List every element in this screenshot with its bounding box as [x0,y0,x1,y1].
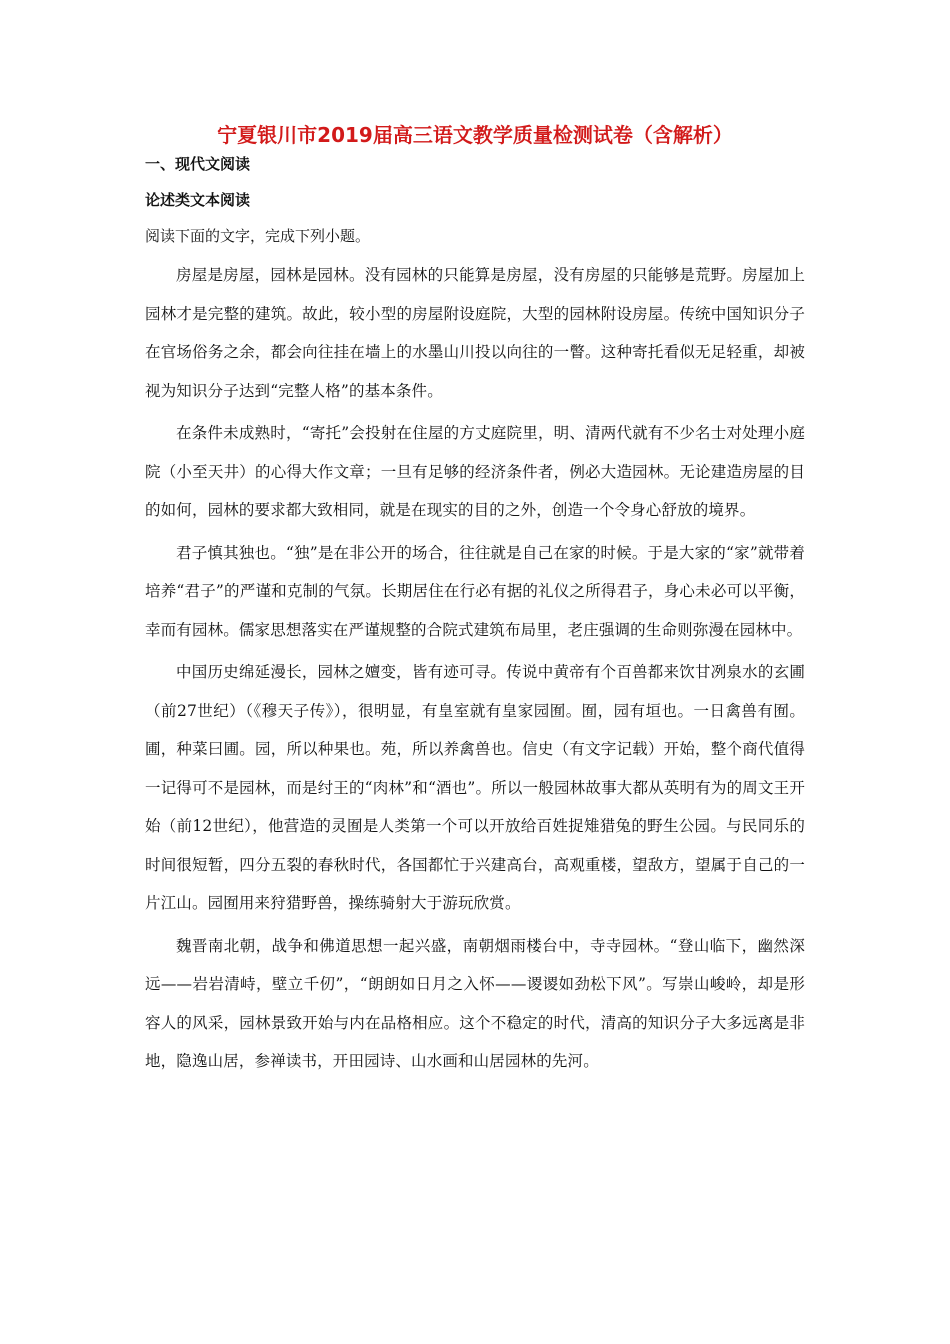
paragraph-2: 在条件未成熟时，“寄托”会投射在住屋的方丈庭院里，明、清两代就有不少名士对处理小庭院（小至天井）的心得大作文章；一旦有足够的经济条件者，例必大造园林。无论建造房屋的目的如何，园林的要求都大致相同，就是在现实的目的之外，创造一个令身心舒放的境界。 [145,424,805,519]
reading-instruction: 阅读下面的文字，完成下列小题。 [145,227,371,245]
paragraph-5: 魏晋南北朝，战争和佛道思想一起兴盛，南朝烟雨楼台中，寺寺园林。“登山临下，幽然深远——岩岩清峙，壁立千仞”，“朗朗如日月之入怀——谡谡如劲松下风”。写崇山峻岭，却是形容人的风采，园林景致开始与内在品格相应。这个不稳定的时代，清高的知识分子大多远离是非地，隐逸山居，参禅读书，开田园诗、山水画和山居园林的先河。 [145,936,805,1070]
paragraph-4: 中国历史绵延漫长，园林之嬗变，皆有迹可寻。传说中黄帝有个百兽都来饮甘冽泉水的玄圃（前27世纪）（《穆天子传》），很明显，有皇室就有皇家园囿。囿，园有垣也。一日禽兽有囿。圃，种菜曰圃。园，所以种果也。苑，所以养禽兽也。信史（有文字记载）开始，整个商代值得一记得可不是园林，而是纣王的“肉林”和“酒也”。所以一般园林故事大都从英明有为的周文王开始（前12世纪），他营造的灵囿是人类第一个可以开放给百姓捉雉猎兔的野生公园。与民同乐的时间很短暂，四分五裂的春秋时代，各国都忙于兴建高台，高观重楼，望敌方，望属于自己的一片江山。园囿用来狩猎野兽，操练骑射大于游玩欣赏。 [145,663,805,912]
section-heading: 一、现代文阅读 [145,155,251,173]
sub-heading: 论述类文本阅读 [145,191,251,209]
paragraph-1: 房屋是房屋，园林是园林。没有园林的只能算是房屋，没有房屋的只能够是荒野。房屋加上园林才是完整的建筑。故此，较小型的房屋附设庭院，大型的园林附设房屋。传统中国知识分子在官场俗务之余，都会向往挂在墙上的水墨山川投以向往的一瞥。这种寄托看似无足轻重，却被视为知识分子达到“完整人格”的基本条件。 [145,266,805,400]
document-title: 宁夏银川市2019届高三语文教学质量检测试卷（含解析） [217,123,733,147]
document-body [145,152,805,1081]
paragraph-3: 君子慎其独也。“独”是在非公开的场合，往往就是自己在家的时候。于是大家的“家”就带着培养“君子”的严谨和克制的气氛。长期居住在行必有据的礼仪之所得君子，身心未必可以平衡，幸而有园林。儒家思想落实在严谨规整的合院式建筑布局里，老庄强调的生命则弥漫在园林中。 [145,543,805,639]
